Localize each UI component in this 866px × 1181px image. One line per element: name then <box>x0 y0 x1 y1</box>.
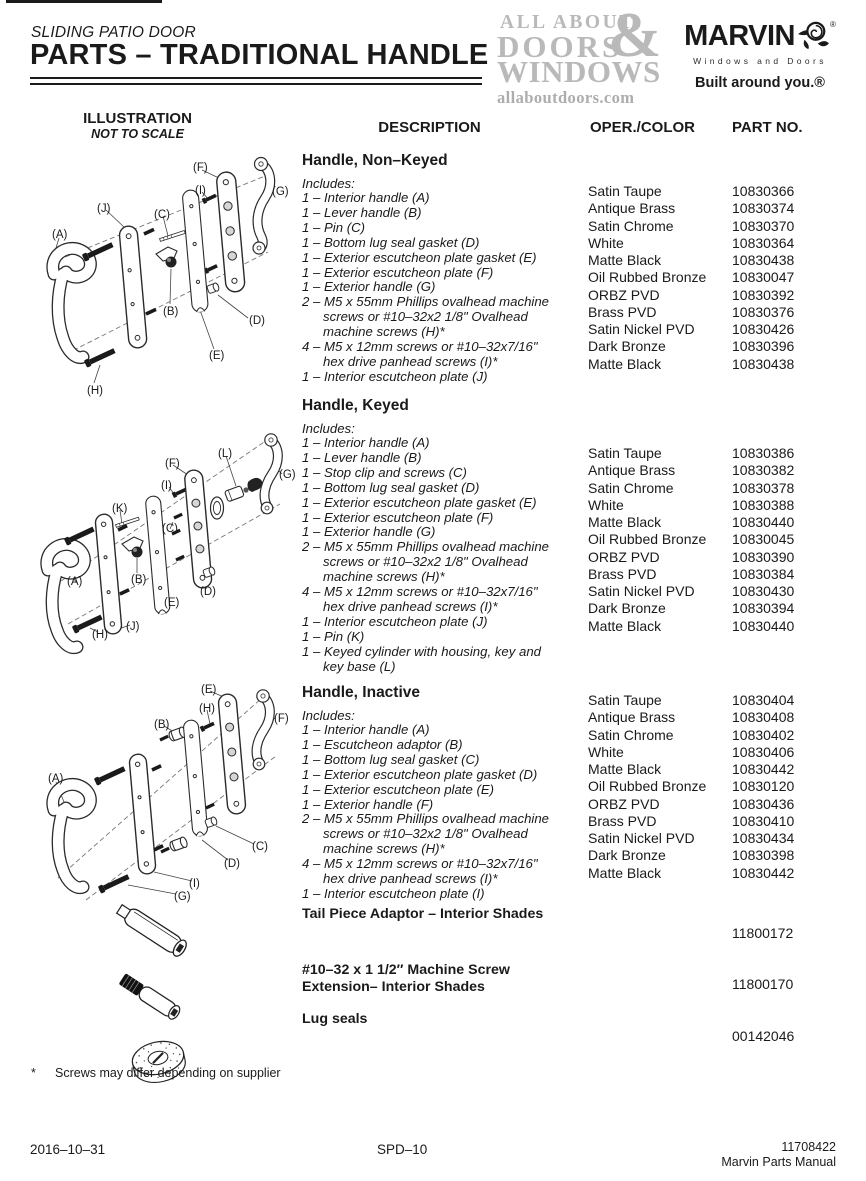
includes-item: 1 – Interior escutcheon plate (J) <box>302 368 488 384</box>
color-option: Satin Chrome <box>588 217 674 234</box>
exterior-handle-shape <box>253 158 270 255</box>
part-number: 10830406 <box>732 743 795 760</box>
gasket-shape <box>182 190 209 313</box>
callout-label: (F) <box>193 162 208 174</box>
color-option: Antique Brass <box>588 200 676 217</box>
color-option: Satin Taupe <box>588 445 662 461</box>
interior-escutcheon-plate-shape <box>129 754 156 875</box>
color-option: Dark Bronze <box>588 338 666 355</box>
callout-label: (C) <box>162 523 178 535</box>
part-number: 10830438 <box>732 355 795 372</box>
color-option: Brass PVD <box>588 565 657 582</box>
column-header-part-no: PART NO. <box>732 119 803 136</box>
includes-item: 1 – Exterior escutcheon plate (E) <box>302 781 495 797</box>
machine-screw-extension-line2: Extension– Interior Shades <box>302 979 485 995</box>
part-number: 10830410 <box>732 812 795 829</box>
callout-label: (K) <box>112 503 128 515</box>
includes-item: 4 – M5 x 12mm screws or #10–32x7/16" hex drive panhead screws (I)* <box>302 584 538 614</box>
registered-mark: ® <box>829 20 836 29</box>
callout-label: (B) <box>131 574 147 586</box>
part-number: 10830442 <box>732 864 795 881</box>
color-option: Satin Taupe <box>588 692 662 708</box>
includes-item: 1 – Interior handle (A) <box>302 435 430 450</box>
illustration-inactive <box>30 682 300 910</box>
part-number: 10830404 <box>732 692 795 708</box>
part-number: 10830430 <box>732 583 795 599</box>
includes-item: 1 – Interior handle (A) <box>302 722 430 737</box>
callout-label: (J) <box>126 621 140 633</box>
callout-label: (H) <box>87 385 103 397</box>
callout-label: (B) <box>154 719 170 731</box>
part-number: 10830374 <box>732 200 795 217</box>
color-option: Antique Brass <box>588 462 676 479</box>
callout-label: (A) <box>48 773 64 785</box>
callout-label: (B) <box>163 306 179 318</box>
includes-item: 4 – M5 x 12mm screws or #10–32x7/16" hex drive panhead screws (I)* <box>302 856 538 887</box>
marvin-slogan: Built around you.® <box>695 75 825 91</box>
color-option: Matte Black <box>588 761 662 777</box>
interior-handle-shape <box>53 248 91 357</box>
color-list <box>588 183 730 373</box>
color-option: Dark Bronze <box>588 600 666 617</box>
includes-item: 4 – M5 x 12mm screws or #10–32x7/16" hex drive panhead screws (I)* <box>302 339 538 369</box>
color-option: Dark Bronze <box>588 847 666 864</box>
includes-item: 2 – M5 x 55mm Phillips ovalhead machine screws or #10–32x2 1/8" Ovalhead machine screws (H)* <box>302 811 550 857</box>
includes-item: 1 – Exterior escutcheon plate (F) <box>302 509 494 525</box>
footnote-marker: * <box>31 1066 36 1080</box>
includes-item: 1 – Exterior escutcheon plate gasket (E) <box>302 494 537 510</box>
machine-screws-shape <box>94 765 130 894</box>
lever-handle-shape <box>156 247 177 268</box>
color-option: Satin Nickel PVD <box>588 830 695 846</box>
part-number: 10830382 <box>732 462 795 479</box>
includes-label: Includes: <box>302 421 355 436</box>
interior-escutcheon-plate-shape <box>119 225 148 348</box>
lever-handle-shape <box>122 537 143 558</box>
includes-item: 1 – Bottom lug seal gasket (C) <box>302 751 480 767</box>
ampersand-glyph: & <box>608 0 662 70</box>
part-number: 10830408 <box>732 709 795 726</box>
includes-item: 1 – Exterior handle (G) <box>302 524 436 540</box>
includes-item: 1 – Lever handle (B) <box>302 449 422 465</box>
includes-item: 1 – Exterior escutcheon plate gasket (E) <box>302 249 537 265</box>
includes-item: 1 – Bottom lug seal gasket (D) <box>302 479 480 495</box>
callout-label: (F) <box>165 458 180 470</box>
callout-label: (C) <box>252 841 268 853</box>
machine-screw-extension-line1: #10–32 x 1 1/2″ Machine Screw <box>302 962 510 978</box>
color-option: Matte Black <box>588 514 662 530</box>
aadw-line1: ALL ABOUT <box>500 12 635 33</box>
part-number: 10830394 <box>732 600 795 617</box>
pin-shape <box>116 517 140 527</box>
machine-screw-extension-part: 11800170 <box>732 976 794 992</box>
part-number: 10830440 <box>732 617 795 634</box>
aadw-line2: DOORS <box>497 29 623 64</box>
column-header-description: DESCRIPTION <box>378 119 481 136</box>
part-number: 10830396 <box>732 338 795 355</box>
pin-shape <box>160 231 186 242</box>
callout-label: (G) <box>174 891 191 903</box>
part-number: 10830402 <box>732 726 795 743</box>
page-title: PARTS – TRADITIONAL HANDLE <box>30 39 489 71</box>
footer-document-name: Marvin Parts Manual <box>721 1154 836 1169</box>
footer-page-number: SPD–10 <box>377 1142 428 1157</box>
machine-screws-shape <box>82 241 116 368</box>
includes-item: 1 – Escutcheon adaptor (B) <box>302 736 463 752</box>
interior-handle-shape <box>53 784 91 887</box>
includes-item: 2 – M5 x 55mm Phillips ovalhead machine screws or #10–32x2 1/8" Ovalhead machine screws (H)* <box>302 539 550 585</box>
callout-label: (D) <box>249 315 265 327</box>
part-number: 10830440 <box>732 514 795 530</box>
color-option: ORBZ PVD <box>588 286 660 303</box>
color-option: Satin Taupe <box>588 183 662 199</box>
lug-seals-title: Lug seals <box>302 1011 368 1027</box>
includes-label: Includes: <box>302 708 355 723</box>
includes-item: 1 – Keyed cylinder with housing, key and key base (L) <box>302 643 541 674</box>
part-number: 10830120 <box>732 778 795 795</box>
color-option: Matte Black <box>588 617 662 634</box>
includes-item: 1 – Pin (K) <box>302 628 365 644</box>
exploded-diagram-keyed <box>30 402 300 680</box>
title-double-rule <box>30 77 482 85</box>
machine-screw-extension-illustration <box>114 972 198 1034</box>
section-title: Handle, Inactive <box>302 684 421 701</box>
part-number: 10830366 <box>732 183 795 199</box>
color-option: Satin Nickel PVD <box>588 321 695 337</box>
includes-item: 1 – Stop clip and screws (C) <box>302 464 467 480</box>
callout-label: (J) <box>97 203 111 215</box>
color-option: Oil Rubbed Bronze <box>588 778 707 795</box>
includes-item: 1 – Bottom lug seal gasket (D) <box>302 234 480 250</box>
color-option: Satin Chrome <box>588 479 674 496</box>
lug-shape <box>207 282 220 294</box>
exploded-diagram-non-keyed <box>30 148 300 400</box>
part-number: 10830388 <box>732 496 795 513</box>
part-number: 10830376 <box>732 303 795 320</box>
color-option: Satin Chrome <box>588 726 674 743</box>
includes-item: 1 – Interior handle (A) <box>302 190 430 205</box>
footer-document-info <box>721 1140 836 1169</box>
includes-label: Includes: <box>302 176 355 191</box>
includes-item: 1 – Exterior handle (G) <box>302 279 436 295</box>
section-title: Handle, Keyed <box>302 397 409 414</box>
color-option: Matte Black <box>588 864 662 881</box>
part-number: 10830398 <box>732 847 795 864</box>
illustration-non-keyed <box>30 148 300 400</box>
part-number: 10830426 <box>732 321 795 337</box>
exterior-handle-shape <box>261 434 278 514</box>
allaboutdoors-logo <box>497 0 665 108</box>
includes-item: 1 – Pin (C) <box>302 219 366 235</box>
callout-label: (H) <box>199 703 215 715</box>
part-number: 10830442 <box>732 761 795 777</box>
callout-label: (D) <box>224 858 240 870</box>
footer-document-number: 11708422 <box>781 1140 836 1154</box>
keyed-cylinder-shape <box>211 478 263 519</box>
marvin-wordmark: MARVIN <box>684 20 795 52</box>
part-number: 10830386 <box>732 445 795 461</box>
illustration-scale-note: NOT TO SCALE <box>91 127 184 141</box>
callout-label: (G) <box>272 186 289 198</box>
color-list <box>588 445 730 635</box>
part-number: 10830436 <box>732 795 795 812</box>
callout-label: (C) <box>154 209 170 221</box>
part-number: 10830384 <box>732 565 795 582</box>
color-list <box>588 692 730 882</box>
tail-piece-adaptor-illustration <box>112 903 204 969</box>
part-number: 10830392 <box>732 286 795 303</box>
color-option: White <box>588 743 624 760</box>
callout-label: (D) <box>200 586 216 598</box>
color-option: Antique Brass <box>588 709 676 726</box>
part-number: 10830434 <box>732 830 795 846</box>
part-number-list <box>732 445 842 635</box>
includes-list <box>302 191 557 385</box>
gasket-shape <box>183 720 208 837</box>
interior-handle-shape <box>47 544 85 647</box>
part-number: 10830045 <box>732 531 795 548</box>
exterior-escutcheon-plate-shape <box>216 171 245 292</box>
footnote-text: Screws may differ depending on supplier <box>55 1066 281 1080</box>
includes-item: 1 – Interior escutcheon plate (J) <box>302 613 488 629</box>
part-number: 10830438 <box>732 252 795 268</box>
lug-seals-part: 00142046 <box>732 1028 795 1044</box>
page-eyebrow: SLIDING PATIO DOOR <box>31 24 196 41</box>
color-option: Matte Black <box>588 355 662 372</box>
column-header-illustration: ILLUSTRATION <box>83 110 192 127</box>
part-number: 10830047 <box>732 269 795 286</box>
part-number: 10830390 <box>732 548 795 565</box>
machine-screw-extension-title <box>302 962 602 996</box>
column-header-oper-color: OPER./COLOR <box>590 119 696 136</box>
color-option: Matte Black <box>588 252 662 268</box>
top-rule <box>6 0 162 3</box>
callout-label: (L) <box>218 448 233 460</box>
includes-item: 1 – Exterior handle (F) <box>302 796 434 812</box>
exploded-diagram-inactive <box>30 682 300 910</box>
color-option: White <box>588 496 624 513</box>
color-option: Satin Nickel PVD <box>588 583 695 599</box>
callout-label: (E) <box>209 350 225 362</box>
footer-date: 2016–10–31 <box>30 1142 106 1157</box>
includes-item: 1 – Exterior escutcheon plate gasket (D) <box>302 766 538 782</box>
includes-item: 2 – M5 x 55mm Phillips ovalhead machine screws or #10–32x2 1/8" Ovalhead machine screws (H)* <box>302 294 550 340</box>
illustration-keyed <box>30 402 300 680</box>
color-option: Oil Rubbed Bronze <box>588 531 707 548</box>
includes-list <box>302 723 557 902</box>
callout-label: (H) <box>92 629 108 641</box>
callout-label: (I) <box>195 185 206 197</box>
tail-piece-adaptor-part: 11800172 <box>732 925 794 941</box>
color-option: Oil Rubbed Bronze <box>588 269 707 286</box>
part-number: 10830370 <box>732 217 795 234</box>
includes-list <box>302 436 557 675</box>
marvin-tagline: Windows and Doors <box>693 56 827 66</box>
callout-label: (E) <box>164 597 180 609</box>
color-option: White <box>588 234 624 251</box>
callout-label: (A) <box>67 576 83 588</box>
part-number-list <box>732 183 842 373</box>
callout-label: (I) <box>189 878 200 890</box>
part-number-list <box>732 692 842 882</box>
includes-item: 1 – Interior escutcheon plate (I) <box>302 885 485 901</box>
color-option: ORBZ PVD <box>588 548 660 565</box>
color-option: ORBZ PVD <box>588 795 660 812</box>
callout-label: (A) <box>52 229 68 241</box>
rose-icon <box>796 20 830 55</box>
part-number: 10830378 <box>732 479 795 496</box>
section-title: Handle, Non–Keyed <box>302 152 448 169</box>
exterior-handle-shape <box>253 690 270 770</box>
color-option: Brass PVD <box>588 303 657 320</box>
tail-piece-adaptor-title: Tail Piece Adaptor – Interior Shades <box>302 906 544 922</box>
marvin-logo <box>684 20 836 91</box>
aadw-website: allaboutdoors.com <box>497 88 635 107</box>
includes-item: 1 – Exterior escutcheon plate (F) <box>302 264 494 280</box>
includes-item: 1 – Lever handle (B) <box>302 204 422 220</box>
callout-label: (I) <box>161 480 172 492</box>
part-number: 10830364 <box>732 234 795 251</box>
color-option: Brass PVD <box>588 812 657 829</box>
callout-label: (G) <box>279 469 296 481</box>
callout-label: (E) <box>201 684 217 696</box>
aadw-line3: WINDOWS <box>497 54 661 89</box>
callout-label: (F) <box>274 713 289 725</box>
